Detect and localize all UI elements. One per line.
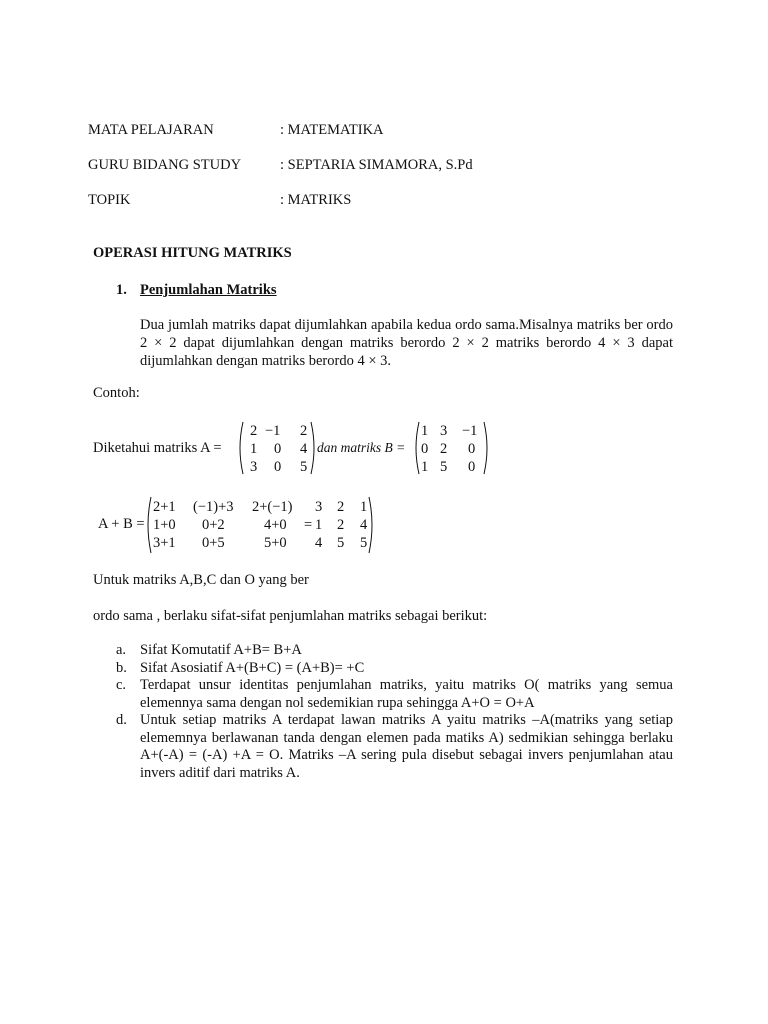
given-prefix: Diketahui matriks A = — [93, 440, 222, 456]
properties-intro-line2: ordo sama , berlaku sifat-sifat penjumlahan matriks sebagai berikut: — [93, 608, 488, 624]
matrix-a-right-paren — [311, 422, 314, 474]
subsection-title: Penjumlahan Matriks — [140, 282, 277, 298]
matrix-sum — [144, 495, 376, 555]
header-value-subject: : MATEMATIKA — [280, 122, 384, 138]
matrix-a-cell: 5 — [300, 459, 308, 475]
list-marker: a. — [116, 642, 127, 658]
matrix-sum-result-cell: 2 — [337, 517, 345, 533]
header-label-topic: TOPIK — [88, 192, 131, 208]
matrix-sum-step-cell: (−1)+3 — [193, 499, 234, 515]
matrix-sum-step-cell: 1+0 — [153, 517, 176, 533]
list-text: Sifat Komutatif A+B= B+A — [140, 642, 302, 658]
matrix-b-cell: 0 — [468, 459, 476, 475]
matrix-sum-step-cell: 4+0 — [264, 517, 287, 533]
matrix-b-right-paren — [484, 422, 487, 474]
matrix-b — [412, 420, 492, 476]
header-label-teacher: GURU BIDANG STUDY — [88, 157, 242, 173]
matrix-a-cell: −1 — [265, 423, 281, 439]
list-text: Untuk setiap matriks A terdapat lawan matriks A yaitu matriks –A(matriks yang setiap elememnya berlawanan tanda dengan elemen pada matiks A) sedmikian sehingga berlaku A+(-A) = (-A) +A = O. Matriks –A sering pula disebut sebagai invers penjumlahan atau invers aditif dari matriks A. — [140, 712, 673, 781]
list-marker: c. — [116, 677, 127, 693]
matrix-b-cell: 5 — [440, 459, 448, 475]
matrix-b-cell: 2 — [440, 441, 448, 457]
matrix-b-cell: 1 — [421, 459, 429, 475]
matrix-b-cell: 1 — [421, 423, 429, 439]
subsection-number: 1. — [116, 282, 127, 298]
header-label-subject: MATA PELAJARAN — [88, 122, 214, 138]
matrix-b-cell: −1 — [462, 423, 478, 439]
list-marker: d. — [116, 712, 127, 728]
matrix-a-cell: 4 — [300, 441, 308, 457]
given-middle: dan matriks B = — [317, 440, 406, 455]
matrix-a-left-paren — [240, 422, 243, 474]
matrix-sum-result-cell: 1 — [315, 517, 323, 533]
matrix-sum-step-cell: 0+2 — [202, 517, 225, 533]
example-label: Contoh: — [93, 385, 140, 401]
matrix-sum-step-cell: 5+0 — [264, 535, 287, 551]
matrix-sum-step-cell: 2+1 — [153, 499, 176, 515]
list-text: Sifat Asosiatif A+(B+C) = (A+B)= +C — [140, 659, 365, 676]
header-value-teacher: : SEPTARIA SIMAMORA, S.Pd — [280, 157, 473, 173]
matrix-sum-result-cell: 5 — [337, 535, 345, 551]
matrix-a-cell: 2 — [250, 423, 258, 439]
matrix-sum-step-cell: 0+5 — [202, 535, 225, 551]
section-title: OPERASI HITUNG MATRIKS — [93, 245, 292, 261]
sum-prefix: A + B = — [98, 516, 145, 532]
matrix-sum-result-cell: 1 — [360, 499, 368, 515]
matrix-a-cell: 3 — [250, 459, 258, 475]
list-item — [116, 712, 673, 782]
properties-intro-line1: Untuk matriks A,B,C dan O yang ber — [93, 572, 309, 588]
header-value-topic: : MATRIKS — [280, 192, 352, 208]
matrix-b-cell: 0 — [468, 441, 476, 457]
list-item — [116, 660, 673, 678]
matrix-sum-result-cell: 3 — [315, 499, 323, 515]
matrix-sum-equals: = — [304, 517, 313, 533]
matrix-a-cell: 0 — [274, 441, 282, 457]
list-text: Terdapat unsur identitas penjumlahan matriks, yaitu matriks O( matriks yang semua elemennya sama dengan nol sedemikian rupa sehingga A+O = O+A — [140, 677, 673, 711]
matrix-b-left-paren — [416, 422, 419, 474]
matrix-sum-right-paren — [369, 497, 372, 553]
matrix-sum-result-cell: 4 — [315, 535, 323, 551]
matrix-a-cell: 0 — [274, 459, 282, 475]
matrix-a-cell: 2 — [300, 423, 308, 439]
matrix-b-cell: 3 — [440, 423, 448, 439]
list-item — [116, 677, 673, 712]
matrix-b-cell: 0 — [421, 441, 429, 457]
matrix-sum-step-cell: 3+1 — [153, 535, 176, 551]
properties-list — [116, 642, 673, 782]
list-marker: b. — [116, 659, 127, 676]
matrix-sum-result-cell: 4 — [360, 517, 368, 533]
matrix-sum-step-cell: 2+(−1) — [252, 499, 293, 515]
matrix-sum-left-paren — [148, 497, 151, 553]
matrix-a — [236, 420, 318, 476]
matrix-sum-result-cell: 2 — [337, 499, 345, 515]
list-item — [116, 642, 673, 660]
matrix-sum-result-cell: 5 — [360, 535, 368, 551]
matrix-a-cell: 1 — [250, 441, 258, 457]
intro-paragraph: Dua jumlah matriks dapat dijumlahkan apabila kedua ordo sama.Misalnya matriks ber ordo 2 × 2 dapat dijumlahkan dengan matriks berordo 2 × 2 matriks berordo 4 × 3 dapat dijumlahkan dengan matriks berordo 4 × 3. — [140, 317, 673, 369]
